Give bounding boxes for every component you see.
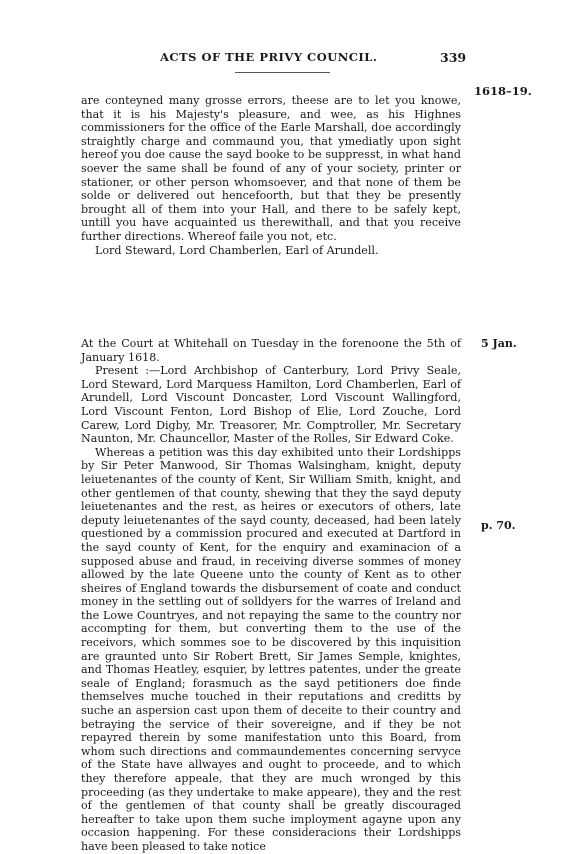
minutes-text-block bbox=[81, 337, 461, 854]
signatories-line: Lord Steward, Lord Chamberlen, Earl of Arundell. bbox=[95, 243, 379, 257]
header-rule bbox=[235, 72, 330, 73]
page-reference-margin-note: p. 70. bbox=[481, 519, 516, 532]
year-margin-note: 1618–19. bbox=[474, 84, 532, 98]
letter-paragraph: are conteyned many grosse errors, theese are to let you knowe, that it is his Majesty's pleasure, and wee, as his Highnes commissioners for the office of the Earle Marshall, doe accordingly straightly charge and commaund you, that ymediatly upon sight hereof you doe cause the sayd booke to be suppresst, in what hand soever the same shall be found of any of your society, printer or stationer, or other person whomsoever, and that none of them be solde or delivered out hencefoorth, but that they be presently brought all of them into your Hall, and there to be safely kept, untill you have acquainted us therewithall, and that you receive further directions. Whereof faile you not, etc. bbox=[81, 94, 461, 243]
present-list-paragraph: Present :—Lord Archbishop of Canterbury, Lord Privy Seale, Lord Steward, Lord Marquess Hamilton, Lord Chamberlen, Earl of Arundell, Lord Viscount Doncaster, Lord Viscount Wallingford, Lord Viscount Fenton, Lord Bishop of Elie, Lord Zouche, Lord Carew, Lord Digby, Mr. Treasorer, Mr. Comptroller, Mr. Secretary Naunton, Mr. Chauncellor, Master of the Rolles, Sir Edward Coke. bbox=[81, 364, 461, 446]
petition-paragraph: Whereas a petition was this day exhibited unto their Lordshipps by Sir Peter Manwood, Sir Thomas Walsingham, knight, deputy leiuetenantes of the county of Kent, Sir William Smith, knight, and other gentlemen of that county, shewing that they the sayd deputy leiuetenantes and the rest, as heires or executors of others, late deputy leiuetenantes of the sayd county, deceased, had been lately questioned by a commission procured and executed at Dartford in the sayd county of Kent, for the enquiry and examinacion of a supposed abuse and fraud, in receiving diverse sommes of money allowed by the late Queene unto the county of Kent as to other sheires of England towards the disbursement of coate and conduct money in the settling out of solldyers for the warres of Ireland and the Lowe Countryes, and not repaying the same to the country nor accompting for them, but converting them to the use of the receivors, which sommes soe to be discovered by this inquisition are graunted unto Sir Robert Brett, Sir James Semple, knightes, and Thomas Heatley, esquier, by lettres patentes, under the greate seale of England; forasmuch as the sayd petitioners doe finde themselves muche touched in their reputations and creditts by suche an aspersion cast upon them of deceite to their country and betraying the service of their sovereigne, and if they be not repayred therein by some manifestation unto this Board, from whom such directions and commaundementes concerning servyce of the State have allwayes and ought to proceede, and to which they therefore appeale, that they are much wronged by this proceeding (as they undertake to make appeare), they and the rest of the gentlemen of that county shall be greatly discouraged hereafter to take upon them suche imployment agayne upon any occasion happening. For these consideracions their Lordshipps have been pleased to take notice bbox=[81, 445, 461, 853]
date-margin-note: 5 Jan. bbox=[481, 337, 517, 350]
page-number: 339 bbox=[440, 50, 467, 65]
meeting-heading-paragraph: At the Court at Whitehall on Tuesday in the forenoone the 5th of January 1618. bbox=[81, 337, 461, 364]
running-title: ACTS OF THE PRIVY COUNCIL. bbox=[160, 50, 378, 64]
letter-text-block bbox=[81, 94, 461, 257]
